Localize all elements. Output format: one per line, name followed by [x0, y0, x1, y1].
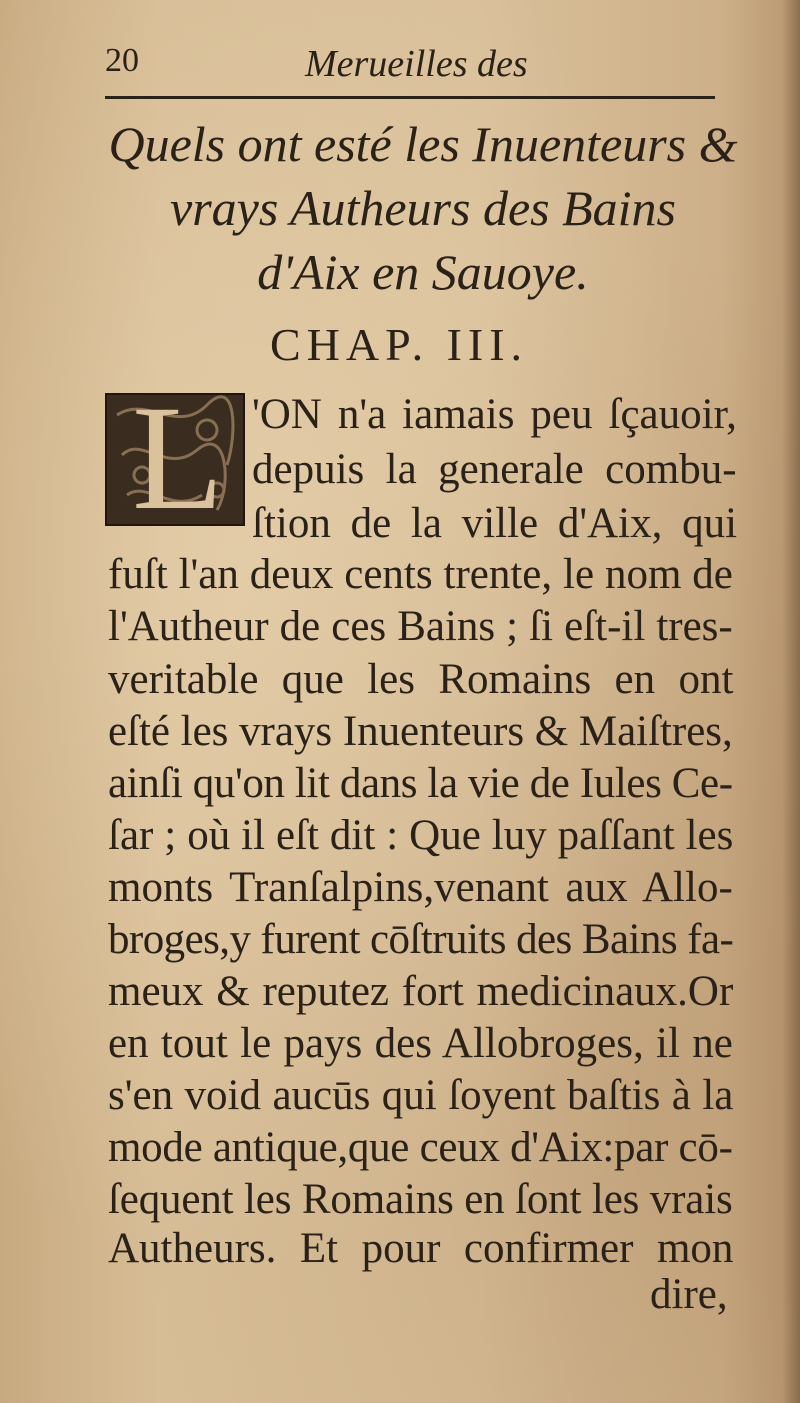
text-line: 'ON n'a iamais peu ſçauoir, — [252, 391, 737, 438]
chapter-title-line: vrays Autheurs des Bains — [170, 180, 676, 236]
catchword: dire, — [650, 1271, 728, 1318]
text-line: en tout le pays des Allobroges, il ne — [108, 1020, 733, 1067]
text-line: meux & reputez fort medicinaux.Or — [108, 968, 734, 1015]
dropcap-letter: L — [132, 375, 224, 541]
text-line: depuis la generale combu- — [252, 446, 737, 493]
text-line: l'Autheur de ces Bains ; ſi eſt-il tres- — [108, 603, 733, 650]
chapter-title — [108, 112, 738, 304]
text-line: monts Tranſalpins,venant aux Allo- — [108, 864, 733, 911]
text-line: mode antique,que ceux d'Aix:par cō- — [108, 1124, 733, 1171]
text-line: fuſt l'an deux cents trente, le nom de — [108, 551, 733, 598]
chapter-number: CHAP. III. — [270, 319, 529, 370]
header-rule — [105, 96, 715, 99]
page-header — [105, 28, 710, 88]
page-number: 20 — [105, 42, 139, 79]
text-line: ainſi qu'on lit dans la vie de Iules Ce- — [108, 760, 733, 807]
text-line: ſequent les Romains en ſont les vrais — [108, 1176, 733, 1223]
text-line: ſtion de la ville d'Aix, qui — [252, 500, 738, 547]
text-line: s'en void aucūs qui ſoyent baſtis à la — [108, 1072, 734, 1119]
text-line: Autheurs. Et pour confirmer mon — [108, 1225, 734, 1272]
text-line: ſar ; où il eſt dit : Que luy paſſant les — [108, 812, 734, 859]
text-line: eſté les vrays Inuenteurs & Maiſtres, — [108, 708, 733, 755]
chapter-title-line: Quels ont esté les Inuenteurs & — [108, 116, 738, 172]
text-line: veritable que les Romains en ont — [108, 656, 734, 703]
decorated-initial — [105, 375, 245, 541]
text-line: broges,y furent cōſtruits des Bains fa- — [108, 916, 734, 963]
chapter-title-line: d'Aix en Sauoye. — [257, 244, 589, 300]
running-title: Merueilles des — [305, 43, 528, 85]
